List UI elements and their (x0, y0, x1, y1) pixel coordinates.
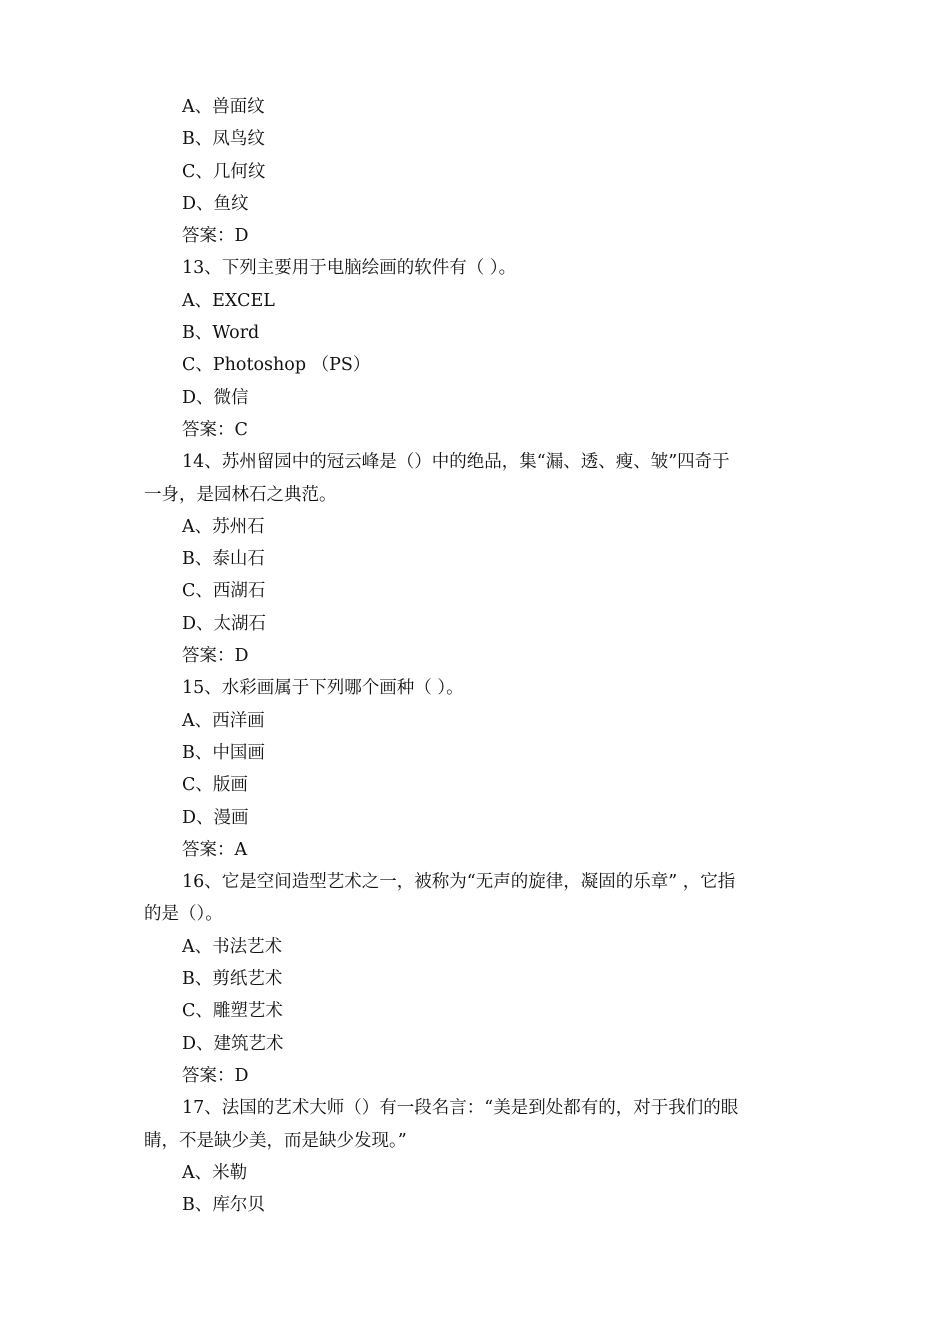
question-stem: 15、水彩画属于下列哪个画种（ ）。 (182, 678, 464, 699)
option-a: A、西洋画 (182, 710, 265, 731)
option-d: D、微信 (182, 387, 249, 408)
option-d: D、太湖石 (182, 613, 267, 634)
question-15 (144, 672, 804, 866)
option-b: B、泰山石 (182, 549, 265, 570)
question-17 (144, 1092, 804, 1221)
question-list (144, 91, 804, 1221)
option-d: D、建筑艺术 (182, 1033, 284, 1054)
option-a: A、米勒 (182, 1162, 248, 1183)
answer-line: 答案：D (182, 1065, 249, 1086)
option-c: C、西湖石 (182, 581, 266, 602)
question-stem-line-2: 睛，不是缺少美，而是缺少发现。” (144, 1130, 407, 1151)
answer-line: 答案：C (182, 419, 248, 440)
answer-line: 答案：D (182, 646, 249, 667)
question-stem: 13、下列主要用于电脑绘画的软件有（ ）。 (182, 258, 517, 279)
option-a: A、苏州石 (182, 516, 265, 537)
question-13 (144, 252, 804, 446)
option-c: C、几何纹 (182, 161, 266, 182)
option-a: A、书法艺术 (182, 936, 283, 957)
question-12 (144, 91, 804, 252)
option-d: D、漫画 (182, 807, 249, 828)
answer-line: 答案：A (182, 839, 248, 860)
question-14 (144, 446, 804, 672)
option-a: A、EXCEL (182, 290, 275, 311)
question-stem-line-1: 17、法国的艺术大师（）有一段名言：“美是到处都有的，对于我们的眼 (182, 1098, 739, 1119)
question-stem-line-2: 的是（）。 (144, 904, 223, 925)
option-c: C、版画 (182, 775, 248, 796)
option-c: C、雕塑艺术 (182, 1001, 283, 1022)
question-16 (144, 866, 804, 1092)
option-a: A、兽面纹 (182, 97, 265, 117)
question-stem-line-1: 16、它是空间造型艺术之一，被称为“无声的旋律，凝固的乐章” ，它指 (182, 872, 736, 893)
option-d: D、鱼纹 (182, 193, 249, 214)
option-b: B、凤鸟纹 (182, 129, 265, 150)
option-b: B、库尔贝 (182, 1195, 265, 1216)
option-b: B、中国画 (182, 742, 265, 763)
option-b: B、剪纸艺术 (182, 969, 283, 990)
question-stem-line-1: 14、苏州留园中的冠云峰是（）中的绝品，集“漏、透、瘦、皱”四奇于 (182, 452, 730, 473)
option-b: B、Word (182, 323, 260, 344)
answer-line: 答案：D (182, 226, 249, 247)
question-stem-line-2: 一身，是园林石之典范。 (144, 484, 337, 505)
option-c: C、Photoshop （PS） (182, 355, 371, 376)
